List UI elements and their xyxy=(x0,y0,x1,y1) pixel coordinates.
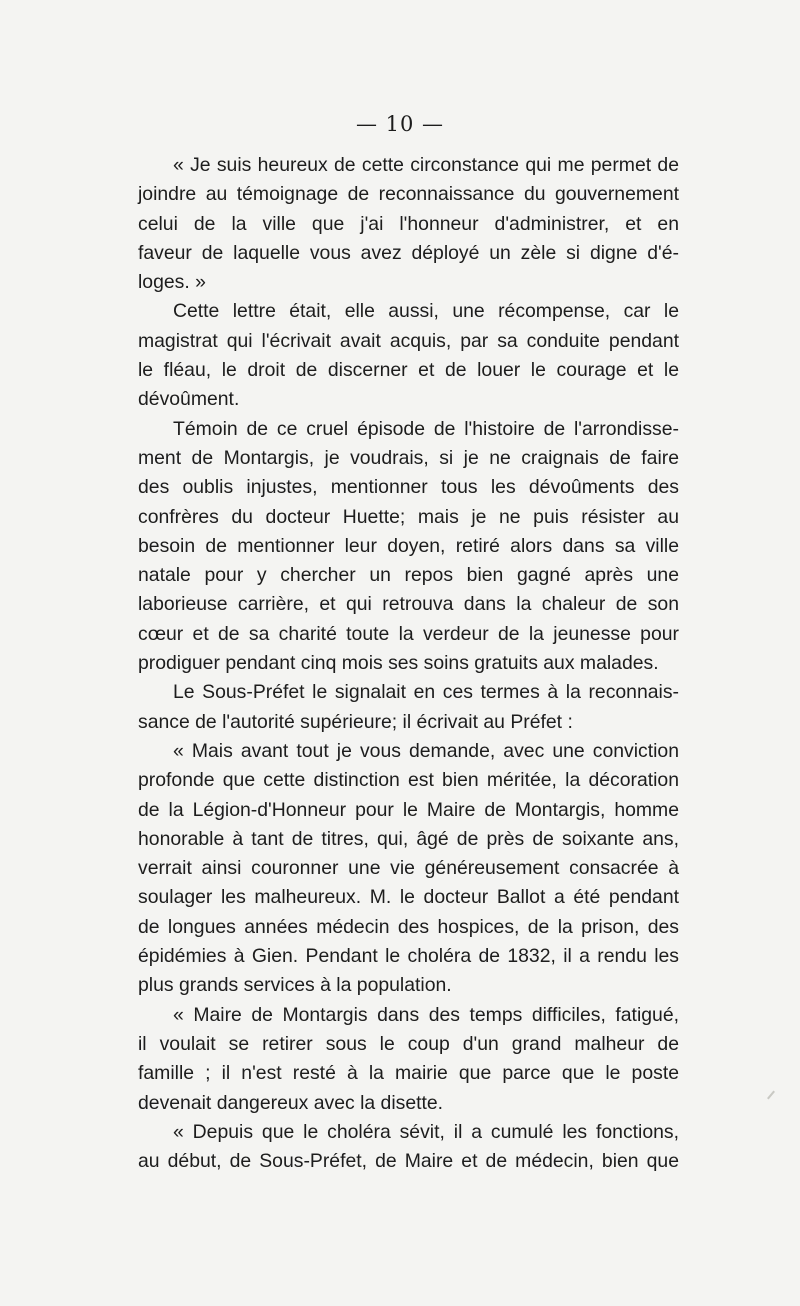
text-line: ment de Montargis, je voudrais, si je ne craignais de faire xyxy=(138,446,679,469)
text-line: celui de la ville que j'ai l'honneur d'administrer, et en xyxy=(138,212,679,235)
text-line: « Mais avant tout je vous demande, avec une conviction xyxy=(173,739,679,762)
text-line: Cette lettre était, elle aussi, une récompense, car le xyxy=(173,300,679,323)
text-line: famille ; il n'est resté à la mairie que parce que le poste xyxy=(138,1062,679,1085)
text-line: plus grands services à la population. xyxy=(138,974,452,997)
text-line: au début, de Sous-Préfet, de Maire et de médecin, bien que xyxy=(138,1150,679,1173)
text-line: épidémies à Gien. Pendant le choléra de 1832, il a rendu les xyxy=(138,945,679,968)
text-line: devenait dangereux avec la disette. xyxy=(138,1091,444,1114)
text-line: profonde que cette distinction est bien méritée, la décoration xyxy=(138,769,679,792)
text-line: besoin de mentionner leur doyen, retiré alors dans sa ville xyxy=(138,534,679,557)
page-number: — 10 — xyxy=(355,112,445,136)
text-line: confrères du docteur Huette; mais je ne puis résister au xyxy=(138,505,679,528)
text-line: honorable à tant de titres, qui, âgé de près de soixante ans, xyxy=(138,827,679,850)
text-line: il voulait se retirer sous le coup d'un grand malheur de xyxy=(138,1032,679,1055)
text-line: de la Légion-d'Honneur pour le Maire de Montargis, homme xyxy=(138,798,679,821)
text-line: verrait ainsi couronner une vie généreusement consacrée à xyxy=(138,857,679,880)
text-line: faveur de laquelle vous avez déployé un zèle si digne d'é- xyxy=(138,241,679,264)
text-line: Le Sous-Préfet le signalait en ces termes à la reconnais- xyxy=(173,681,679,704)
text-line: natale pour y chercher un repos bien gagné après une xyxy=(138,564,679,587)
text-line: prodiguer pendant cinq mois ses soins gratuits aux malades. xyxy=(138,652,659,675)
text-line: loges. » xyxy=(138,271,206,294)
text-line: le fléau, le droit de discerner et de louer le courage et le xyxy=(138,359,679,382)
text-line: de longues années médecin des hospices, de la prison, des xyxy=(138,915,679,938)
paper-speck xyxy=(767,1091,775,1100)
text-line: laborieuse carrière, et qui retrouva dans la chaleur de son xyxy=(138,593,679,616)
text-line: « Depuis que le choléra sévit, il a cumulé les fonctions, xyxy=(173,1120,679,1143)
text-line: magistrat qui l'écrivait avait acquis, par sa conduite pendant xyxy=(138,329,679,352)
text-line: « Je suis heureux de cette circonstance qui me permet de xyxy=(173,154,679,176)
text-line: Témoin de ce cruel épisode de l'histoire de l'arrondisse- xyxy=(173,417,679,440)
text-line: cœur et de sa charité toute la verdeur de la jeunesse pour xyxy=(138,622,679,645)
text-line: des oublis injustes, mentionner tous les dévoûments des xyxy=(138,476,679,499)
text-line: sance de l'autorité supérieure; il écrivait au Préfet : xyxy=(138,710,573,733)
text-line: soulager les malheureux. M. le docteur Ballot a été pendant xyxy=(138,886,679,909)
text-line: « Maire de Montargis dans des temps difficiles, fatigué, xyxy=(173,1003,679,1026)
body-text xyxy=(138,151,679,1176)
text-line: dévoûment. xyxy=(138,388,240,411)
text-line: joindre au témoignage de reconnaissance du gouvernement xyxy=(138,183,679,206)
